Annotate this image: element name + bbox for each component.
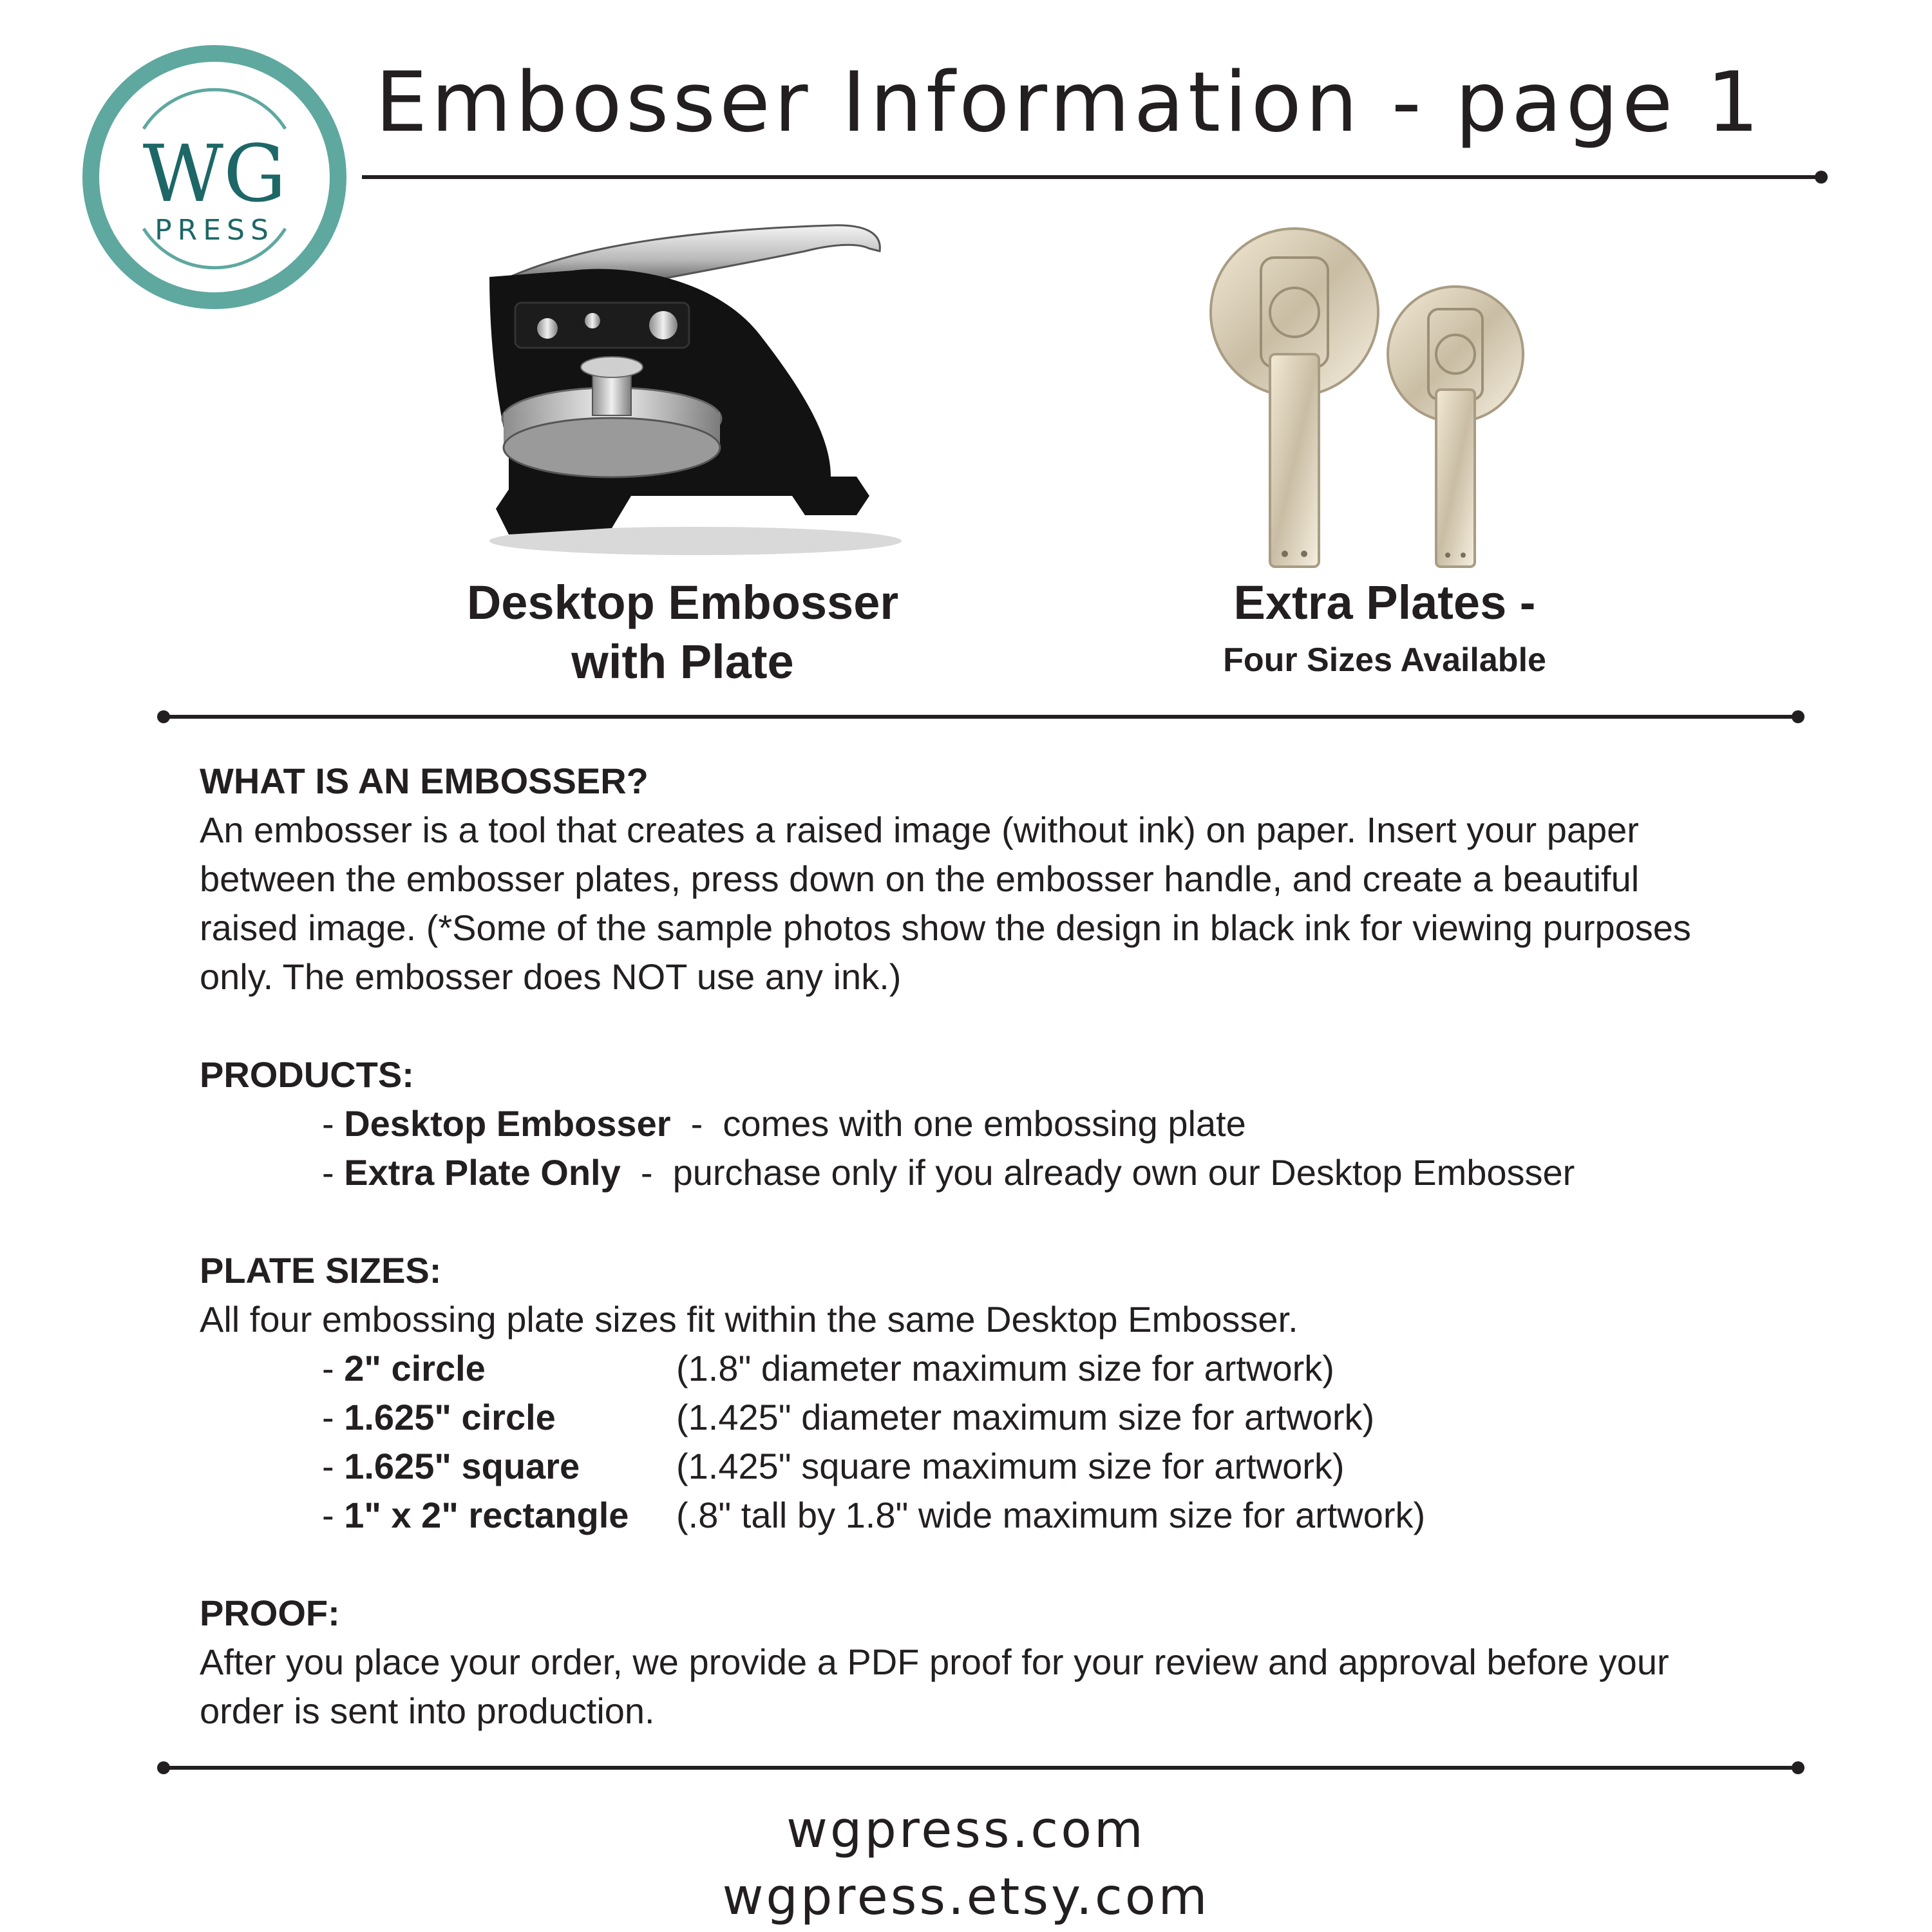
product-item: - Desktop Embosser - comes with one embossing plate (200, 1099, 1823, 1148)
desktop-embosser-image (470, 206, 934, 580)
product-name: Desktop Embosser (344, 1103, 671, 1144)
plate-size-name: 2" circle (344, 1348, 486, 1388)
plate-size-name: 1" x 2" rectangle (344, 1495, 629, 1535)
logo-sub: PRESS (155, 214, 274, 247)
what-is-line: between the embosser plates, press down on the embosser handle, and create a beautiful (200, 858, 1640, 899)
what-is-line: raised image. (*Some of the sample photos show the design in black ink for viewing purposes (200, 907, 1691, 948)
what-is-heading: WHAT IS AN EMBOSSER? (200, 761, 649, 801)
embosser-icon (470, 206, 934, 580)
section-divider-top (164, 715, 1798, 719)
plate-size-item: - 1" x 2" rectangle (.8" tall by 1.8" wide maximum size for artwork) (200, 1491, 1823, 1540)
proof-line: order is sent into production. (200, 1690, 655, 1731)
product-desc: - comes with one embossing plate (670, 1103, 1246, 1144)
plate-size-desc: (1.8" diameter maximum size for artwork) (676, 1348, 1334, 1388)
logo-mark: WG (142, 128, 287, 220)
etsy-link[interactable]: wgpress.etsy.com (722, 1868, 1210, 1926)
what-is-section (200, 757, 1823, 1001)
plate-sizes-section (200, 1246, 1823, 1540)
plates-caption-title: Extra Plates - (1233, 576, 1536, 629)
footer (0, 1797, 1932, 1931)
plate-sizes-intro: All four embossing plate sizes fit within the same Desktop Embosser. (200, 1299, 1298, 1340)
title-divider (362, 175, 1821, 179)
proof-line: After you place your order, we provide a PDF proof for your review and approval before your (200, 1642, 1669, 1682)
plate-sizes-heading: PLATE SIZES: (200, 1250, 442, 1291)
product-name: Extra Plate Only (344, 1152, 621, 1193)
proof-section (200, 1589, 1823, 1736)
plates-icon (1198, 219, 1558, 580)
plate-size-item: - 1.625" circle (1.425" diameter maximum size for artwork) (200, 1393, 1823, 1442)
plate-size-item: - 2" circle (1.8" diameter maximum size for artwork) (200, 1344, 1823, 1393)
page-title: Embosser Information - page 1 (375, 55, 1763, 151)
extra-plates-image (1198, 219, 1558, 580)
plate-size-desc: (1.425" square maximum size for artwork) (676, 1446, 1345, 1486)
product-desc: - purchase only if you already own our Desktop Embosser (620, 1152, 1575, 1193)
logo-badge-icon (82, 45, 346, 309)
plate-size-name: 1.625" circle (344, 1397, 556, 1437)
products-heading: PRODUCTS: (200, 1054, 414, 1095)
wg-press-logo (82, 45, 346, 309)
plate-size-name: 1.625" square (344, 1446, 580, 1486)
embosser-caption-line2: with Plate (571, 635, 794, 688)
what-is-line: An embosser is a tool that creates a raised image (without ink) on paper. Insert your paper (200, 810, 1639, 850)
info-content (200, 757, 1823, 1785)
products-section (200, 1050, 1823, 1197)
plate-size-desc: (1.425" diameter maximum size for artwork) (676, 1397, 1375, 1437)
product-item: - Extra Plate Only - purchase only if you already own our Desktop Embosser (200, 1148, 1823, 1197)
what-is-line: only. The embosser does NOT use any ink.) (200, 956, 902, 997)
section-divider-bottom (164, 1766, 1798, 1770)
embosser-caption (425, 573, 940, 692)
plate-size-item: - 1.625" square (1.425" square maximum size for artwork) (200, 1442, 1823, 1491)
proof-heading: PROOF: (200, 1593, 340, 1633)
plates-caption-subtitle: Four Sizes Available (1223, 641, 1546, 679)
plate-size-desc: (.8" tall by 1.8" wide maximum size for artwork) (676, 1495, 1426, 1535)
embosser-caption-line1: Desktop Embosser (466, 576, 899, 629)
website-link[interactable]: wgpress.com (786, 1801, 1146, 1859)
